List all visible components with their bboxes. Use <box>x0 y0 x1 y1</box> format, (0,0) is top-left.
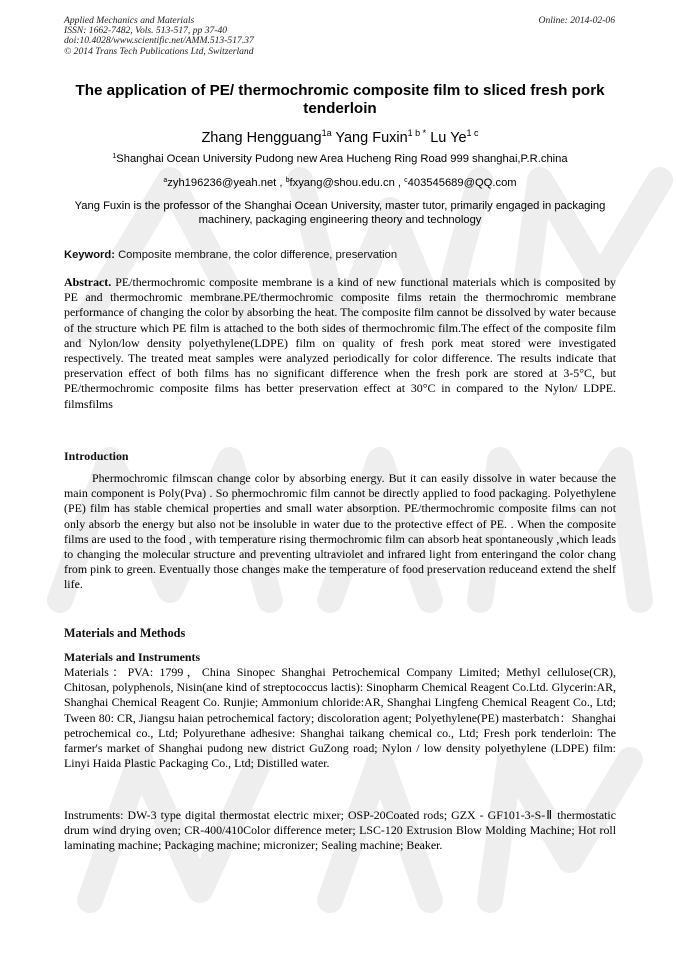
author-name: Yang Fuxin <box>335 130 408 146</box>
abstract-text: PE/thermochromic composite membrane is a kind of new functional materials which is composited by PE and thermochromic membrane.PE/thermochromic composite films retain the thermochromic membrane performance of changing the color by absorbing the heat. The composite film cannot be dissolved by water because of the structure which PE film is attached to the both sides of thermochromic film.The effect of the composite film and Nylon/low density polyethylene(LDPE) film on quality of fresh pork meat stored were investigated respectively. The treated meat samples were analyzed periodically for color difference. The results indicate that preservation effect of both films has no significant difference when the fresh pork are stored at 3-5°C, but PE/thermochromic composite films has better preservation effect at 30°C in compared to the Nylon/ LDPE. filmsfilms <box>64 275 616 411</box>
affiliation-sup: 1 <box>112 153 117 160</box>
email-separator: , <box>394 177 405 189</box>
author-sup: 1 c <box>466 128 479 138</box>
abstract <box>64 275 616 412</box>
author-name: Lu Ye <box>430 130 467 146</box>
introduction-text: Phermochromic filmscan change color by absorbing energy. But it can easily dissolve in water because the main component is Poly(Pva) . So phermochromic film cannot be directly applied to food packaging. Polyethylene (PE) film has stable chemical properties and small water absorption. PE/thermochromic composite films can not only absorb the energy but also not be insoluble in water due to the protective effect of PE. . When the composite films are used to the food , with temperature rising thermochromic film can absorb heat spontaneously ,which leads to changing the molecular structure and preventing ultraviolet and infrared light from enteringand the color chang from pink to green. Eventually those changes make the temperature of food preservation reduceand extend the shelf life. <box>64 471 616 592</box>
email-link[interactable]: zyh196236@yeah.net <box>167 177 277 189</box>
email-sup: b <box>285 177 290 184</box>
keywords-line <box>64 249 616 261</box>
author-list <box>64 128 616 146</box>
issn-line: ISSN: 1662-7482, Vols. 513-517, pp 37-40 <box>64 25 228 37</box>
email-link[interactable]: fxyang@shou.edu.cn <box>289 177 395 189</box>
affiliation <box>64 153 616 165</box>
email-sup: c <box>404 177 408 184</box>
email-separator: , <box>276 177 286 189</box>
keyword-label: Keyword: <box>64 249 115 261</box>
email-list <box>64 177 616 189</box>
instruments-text: Instruments: DW-3 type digital thermostat electric mixer; OSP-20Coated rods; GZX - GF101-3-S-Ⅱ thermostatic drum wind drying oven; CR-400/410Color difference meter; LSC-120 Extrusion Blow Molding Machine; Hot roll laminating machine; Packaging machine; micronizer; Sealing machine; Beaker. <box>64 808 616 853</box>
paper-title: The application of PE/ thermochromic composite film to sliced fresh pork tenderloin <box>75 82 605 117</box>
online-date: Online: 2014-02-06 <box>538 15 615 26</box>
email-link[interactable]: 403545689@QQ.com <box>407 177 517 189</box>
author-bio: Yang Fuxin is the professor of the Shanghai Ocean University, master tutor, primarily engaged in packaging machinery, packaging engineering theory and technology <box>74 200 606 227</box>
author-name: Zhang Hengguang <box>201 130 322 146</box>
introduction-heading: Introduction <box>64 449 129 463</box>
doi-line: doi:10.4028/www.scientific.net/AMM.513-517.37 <box>64 35 254 47</box>
author-sup: 1 b * <box>407 128 427 138</box>
materials-methods-heading: Materials and Methods <box>64 626 186 640</box>
email-sup: a <box>163 177 168 184</box>
journal-meta <box>64 16 254 57</box>
keyword-text: Composite membrane, the color difference, preservation <box>114 249 398 261</box>
materials-text: Materials：PVA: 1799，China Sinopec Shanghai Petrochemical Company Limited; Methyl cellulose(CR), Chitosan, polyphenols, Nisin(ane kind of streptococcus lactis): Sinopharm Chemical Reagent Co.Ltd. Glycerin:AR, Shanghai Chemical Reagent Co. Runjie; Ammonium chloride:AR, Shanghai Lingfeng Chemical Reagent Co., Ltd; Tween 80: CR, Jiangsu haian petrochemical factory; discoloration agent; Polyethylene(PE) masterbatch：Shanghai petrochemical co., Ltd; Polyurethane adhesive: Shanghai taikang chemical co., Ltd; Fresh pork tenderloin: The farmer's market of Shanghai pudong new district GuZong road; Nylon / low density polyethylene (LDPE) film: Linyi Haida Plastic Packaging Co., Ltd; Distilled water. <box>64 665 616 771</box>
journal-name: Applied Mechanics and Materials <box>64 15 195 26</box>
abstract-label: Abstract. <box>64 275 112 289</box>
affiliation-text: Shanghai Ocean University Pudong new Area Hucheng Ring Road 999 shanghai,P.R.china <box>116 153 568 165</box>
copyright-line: © 2014 Trans Tech Publications Ltd, Switzerland <box>64 45 254 57</box>
author-sup: 1a <box>321 128 332 138</box>
materials-instruments-heading: Materials and Instruments <box>64 650 201 664</box>
